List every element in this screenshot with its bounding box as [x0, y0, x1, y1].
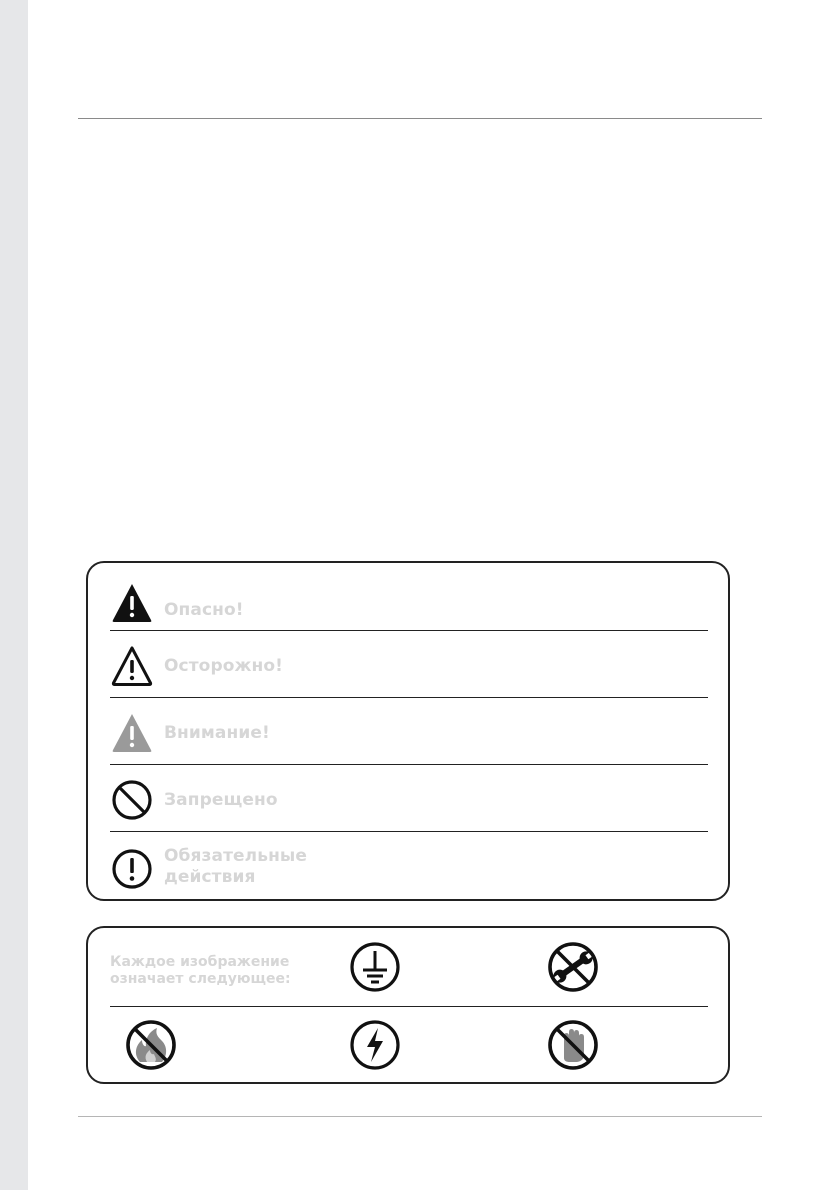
mandatory-action-icon [110, 847, 154, 891]
signal-label-mandatory: Обязательные действия [164, 846, 308, 887]
footer-rule [78, 1116, 762, 1117]
row-divider [110, 831, 708, 832]
signal-label-prohibited: Запрещено [164, 790, 278, 810]
legend-divider [110, 1006, 708, 1007]
legend-intro-text: Каждое изображение означает следующее: [110, 954, 291, 987]
no-disassembly-icon [546, 940, 600, 994]
signal-row-warning [88, 633, 728, 697]
signal-label-caution: Внимание! [164, 723, 270, 743]
signal-label-warning: Осторожно! [164, 656, 284, 676]
row-divider [110, 630, 708, 631]
side-strip [0, 0, 28, 1190]
warning-triangle-outline-icon [110, 644, 154, 688]
signal-row-prohibited [88, 767, 728, 831]
symbol-legend-box [86, 926, 730, 1084]
caution-triangle-gray-icon [110, 711, 154, 755]
danger-triangle-icon [110, 581, 154, 625]
signal-words-box [86, 561, 730, 901]
signal-row-caution [88, 700, 728, 764]
row-divider [110, 764, 708, 765]
signal-label-danger: Опасно! [164, 600, 244, 620]
do-not-touch-icon [546, 1018, 600, 1072]
signal-row-mandatory [88, 834, 728, 898]
no-fire-icon [124, 1018, 178, 1072]
electric-shock-icon [348, 1018, 402, 1072]
ground-connection-icon [348, 940, 402, 994]
header-rule [78, 118, 762, 119]
row-divider [110, 697, 708, 698]
prohibited-icon [110, 778, 154, 822]
signal-row-danger [88, 577, 728, 629]
